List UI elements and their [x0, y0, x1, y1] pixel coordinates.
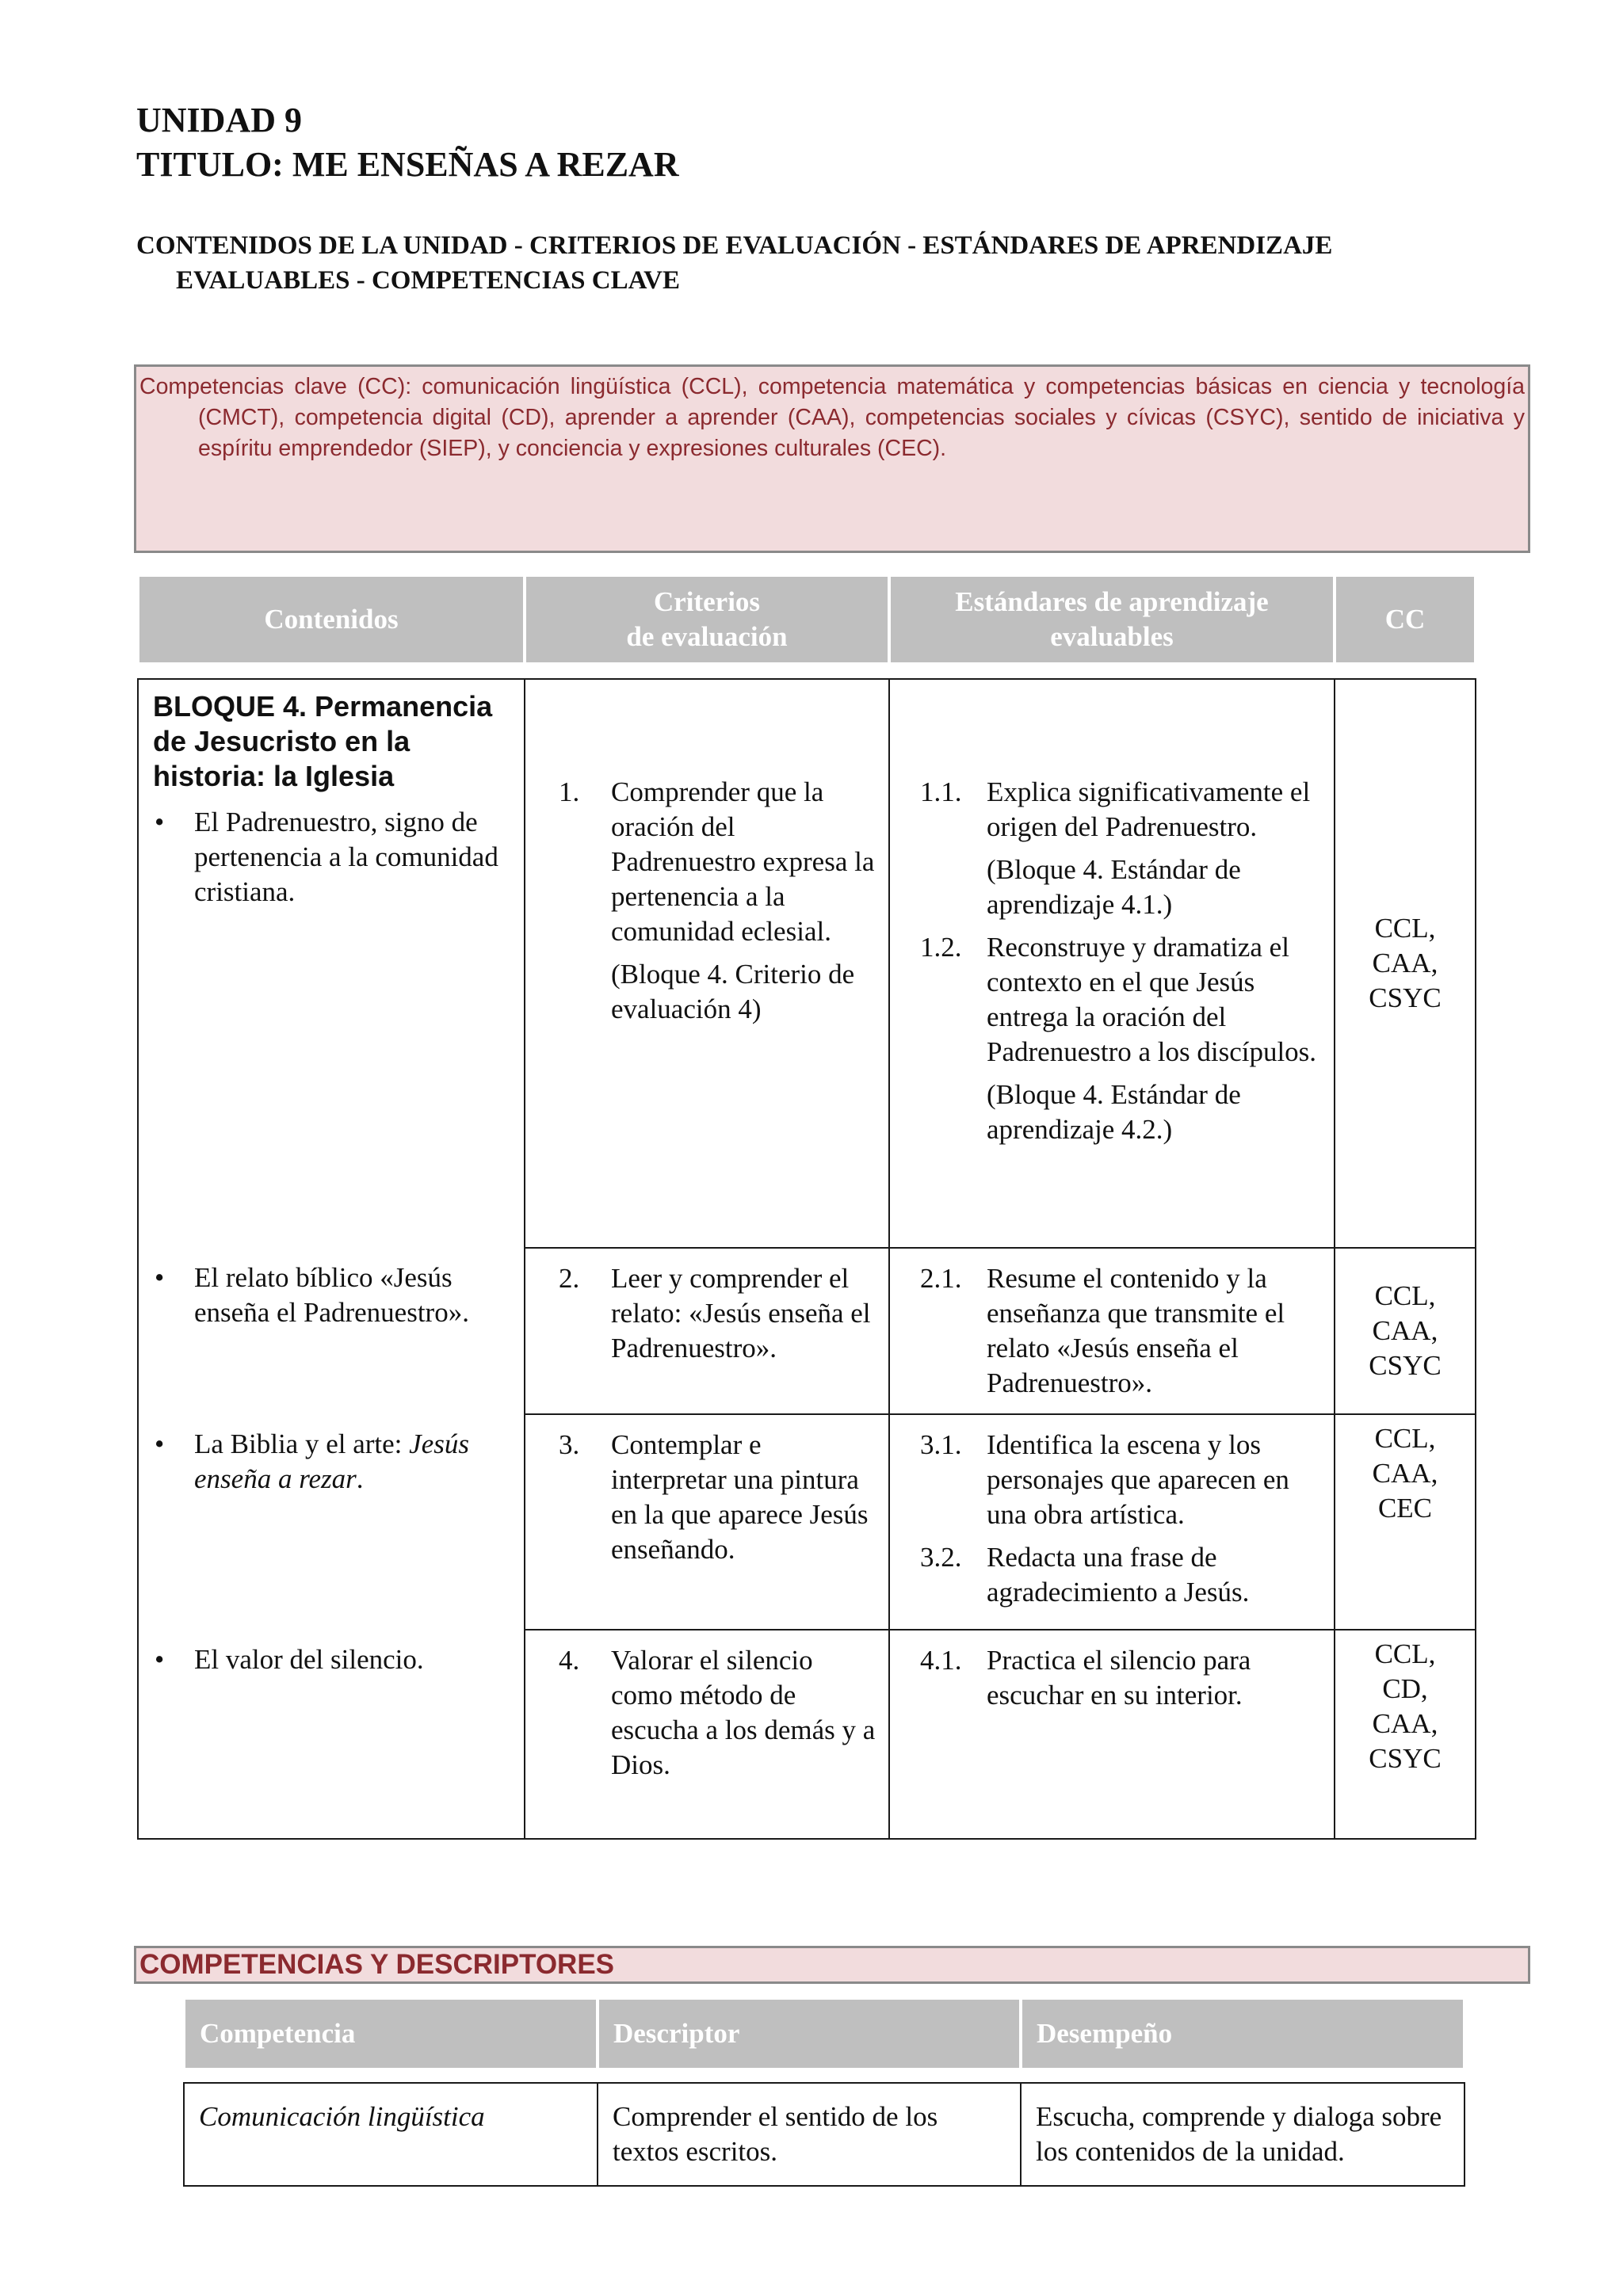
cc-value: CAA,	[1372, 1458, 1438, 1489]
cc-value: CD,	[1382, 1673, 1428, 1704]
curriculum-header-row	[138, 577, 1476, 662]
cc-cell	[1335, 679, 1476, 1248]
criterio-number: 4.	[559, 1645, 580, 1676]
estandar-item	[890, 775, 1324, 845]
criterio-number: 2.	[559, 1263, 580, 1294]
estandar-item	[890, 1428, 1324, 1532]
estandar-cell	[889, 679, 1335, 1248]
estandar-item	[890, 1540, 1324, 1610]
criterio-cell	[525, 1414, 889, 1630]
table-row	[138, 1414, 1476, 1630]
descriptores-header-row	[184, 2000, 1465, 2068]
competencia-cell: Comunicación lingüística	[184, 2083, 598, 2186]
section-heading	[136, 228, 1531, 298]
estandar-cell	[889, 1630, 1335, 1839]
table-row	[184, 2083, 1465, 2186]
header-descriptor: Descriptor	[598, 2000, 1021, 2068]
unit-name: TITULO: ME ENSEÑAS A REZAR	[136, 145, 679, 184]
cc-cell	[1335, 1414, 1476, 1630]
estandar-number: 3.1.	[920, 1429, 962, 1460]
header-criterios-line1: Criterios	[653, 586, 761, 617]
estandar-number: 2.1.	[920, 1263, 962, 1294]
criterio-number: 1.	[559, 776, 580, 807]
cc-value: CCL,	[1374, 913, 1436, 944]
contenido-cell	[138, 679, 525, 1248]
section-heading-line1: CONTENIDOS DE LA UNIDAD - CRITERIOS DE EVALUACIÓN - ESTÁNDARES DE APRENDIZAJE	[136, 231, 1333, 260]
table-row	[138, 679, 1476, 1248]
estandar-number: 1.1.	[920, 776, 962, 807]
header-criterios-line2: de evaluación	[626, 621, 788, 652]
contenido-artwork-title: Jesús enseña a rezar	[194, 1428, 469, 1494]
cc-value: CEC	[1377, 1493, 1433, 1524]
unit-title	[136, 98, 679, 187]
criterio-number: 3.	[559, 1429, 580, 1460]
contenido-cell	[138, 1248, 525, 1414]
competencias-clave-text: Competencias clave (CC): comunicación lingüística (CCL), competencia matemática y competencias básicas en ciencia y tecnología (CMCT), competencia digital (CD), aprender a aprender (CAA), competencias sociales y cívicas (CSYC), sentido de iniciativa y espíritu emprendedor (SIEP), y conciencia y expresiones culturales (CEC).	[139, 374, 1525, 461]
competencias-descriptores-title: COMPETENCIAS Y DESCRIPTORES	[134, 1946, 1530, 1984]
contenido-cell	[138, 1630, 525, 1839]
criterio-item	[525, 1643, 880, 1783]
header-estandares	[889, 577, 1335, 662]
estandar-text: Resume el contenido y la enseñanza que transmite el relato «Jesús enseña el Padrenuestro».	[987, 1263, 1285, 1398]
cc-value: CAA,	[1372, 948, 1438, 978]
table-row	[138, 1630, 1476, 1839]
header-competencia: Competencia	[184, 2000, 598, 2068]
contenido-cell	[138, 1414, 525, 1630]
estandar-text: Identifica la escena y los personajes que aparecen en una obra artística.	[987, 1429, 1289, 1530]
contenido-item: • El valor del silencio.	[153, 1642, 514, 1677]
bloque-title: BLOQUE 4. Permanencia de Jesucristo en la historia: la Iglesia	[153, 690, 493, 792]
estandar-number: 3.2.	[920, 1542, 962, 1573]
cc-cell	[1335, 1630, 1476, 1839]
unit-number: UNIDAD 9	[136, 101, 302, 139]
criterio-text: Contemplar e interpretar una pintura en la que aparece Jesús enseñando.	[611, 1429, 869, 1565]
contenido-item	[153, 1427, 514, 1497]
cc-value: CSYC	[1369, 1350, 1442, 1381]
estandar-cell	[889, 1414, 1335, 1630]
estandar-text: Reconstruye y dramatiza el contexto en el que Jesús entrega la oración del Padrenuestro a los discípulos.	[987, 932, 1317, 1067]
criterio-text: Comprender que la oración del Padrenuestro expresa la pertenencia a la comunidad eclesial.	[611, 776, 875, 947]
descriptores-table	[182, 2000, 1466, 2187]
criterio-item	[525, 1428, 880, 1567]
contenido-item: • El Padrenuestro, signo de pertenencia a la comunidad cristiana.	[153, 805, 514, 910]
cc-value: CCL,	[1374, 1638, 1436, 1669]
header-criterios	[525, 577, 889, 662]
criterio-cell	[525, 679, 889, 1248]
estandar-number: 1.2.	[920, 932, 962, 963]
criterio-item	[525, 775, 880, 949]
estandar-number: 4.1.	[920, 1645, 962, 1676]
estandar-reference: (Bloque 4. Estándar de aprendizaje 4.2.)	[987, 1079, 1241, 1145]
estandar-item	[890, 930, 1324, 1070]
header-desempeno: Desempeño	[1021, 2000, 1465, 2068]
estandar-item	[890, 1261, 1324, 1401]
section-heading-line2: EVALUABLES - COMPETENCIAS CLAVE	[176, 266, 681, 295]
estandar-reference: (Bloque 4. Estándar de aprendizaje 4.1.)	[987, 854, 1241, 920]
cc-value: CCL,	[1374, 1280, 1436, 1311]
criterio-reference: (Bloque 4. Criterio de evaluación 4)	[611, 959, 855, 1024]
competencias-clave-box	[134, 364, 1530, 553]
header-contenidos: Contenidos	[138, 577, 525, 662]
estandar-text: Explica significativamente el origen del Padrenuestro.	[987, 776, 1311, 842]
criterio-text: Valorar el silencio como método de escucha a los demás y a Dios.	[611, 1645, 876, 1780]
cc-value: CSYC	[1369, 982, 1442, 1013]
criterio-text: Leer y comprender el relato: «Jesús enseña el Padrenuestro».	[611, 1263, 871, 1363]
criterio-cell	[525, 1248, 889, 1414]
estandar-text: Practica el silencio para escuchar en su interior.	[987, 1645, 1251, 1711]
header-estandares-line1: Estándares de aprendizaje	[955, 586, 1269, 617]
estandar-text: Redacta una frase de agradecimiento a Jesús.	[987, 1542, 1250, 1608]
desempeno-cell: Escucha, comprende y dialoga sobre los contenidos de la unidad.	[1021, 2083, 1465, 2186]
cc-value: CAA,	[1372, 1708, 1438, 1739]
cc-cell	[1335, 1248, 1476, 1414]
criterio-item	[525, 1261, 880, 1366]
estandar-cell	[889, 1248, 1335, 1414]
cc-value: CSYC	[1369, 1743, 1442, 1774]
cc-value: CAA,	[1372, 1315, 1438, 1346]
table-row	[138, 1248, 1476, 1414]
contenido-period: .	[356, 1463, 364, 1494]
contenido-item: • El relato bíblico «Jesús enseña el Padrenuestro».	[153, 1261, 514, 1330]
estandar-item	[890, 1643, 1324, 1713]
descriptor-cell: Comprender el sentido de los textos escritos.	[598, 2083, 1021, 2186]
curriculum-table	[136, 577, 1477, 1840]
contenido-text: La Biblia y el arte:	[194, 1428, 410, 1459]
cc-value: CCL,	[1374, 1423, 1436, 1454]
header-cc: CC	[1335, 577, 1476, 662]
header-estandares-line2: evaluables	[1050, 621, 1174, 652]
criterio-cell	[525, 1630, 889, 1839]
